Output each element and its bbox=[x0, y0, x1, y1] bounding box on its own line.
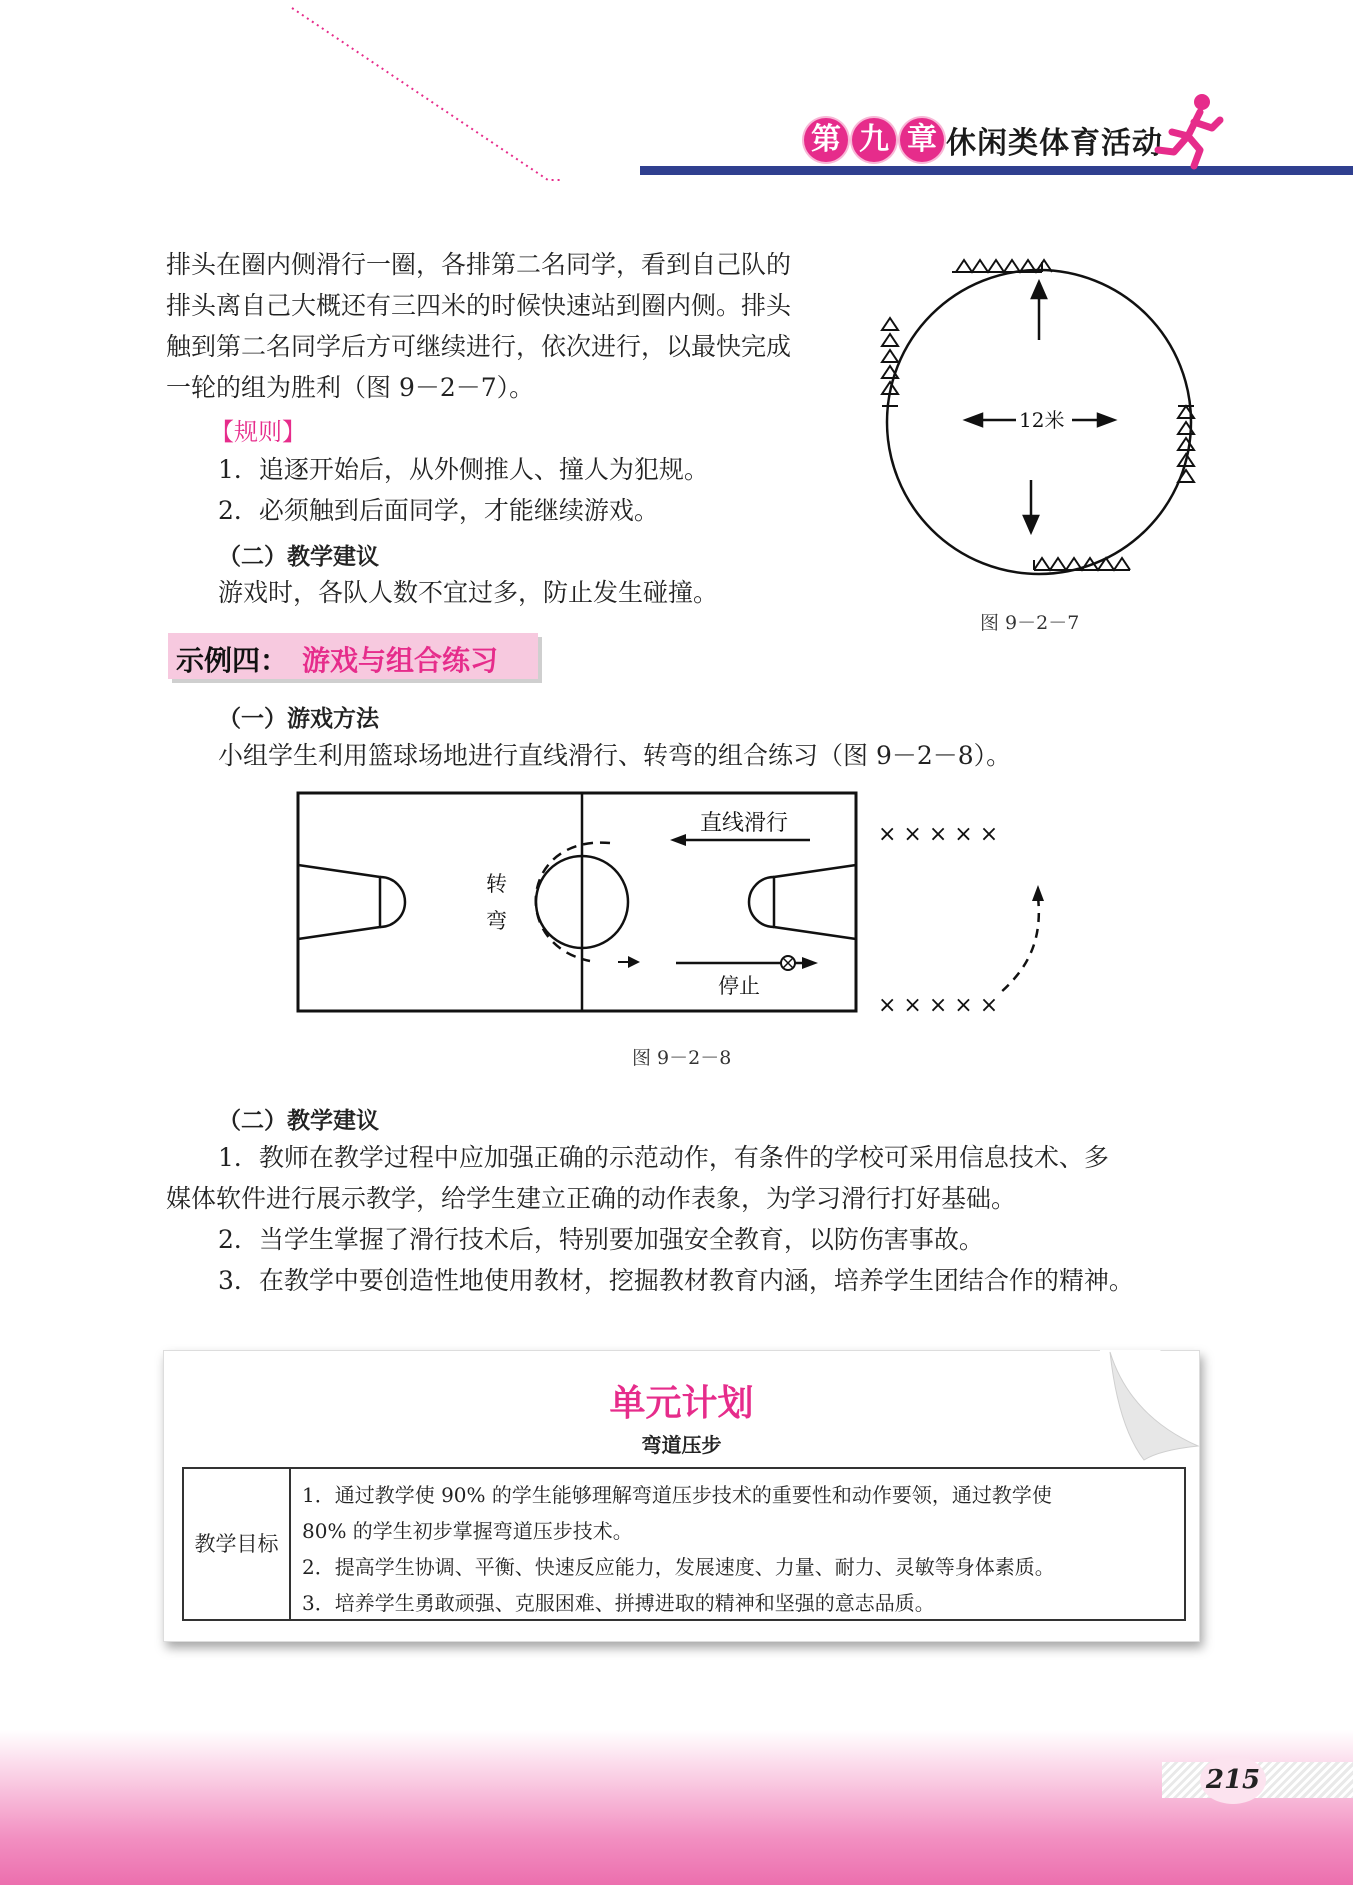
figure1-caption: 图 9－2－7 bbox=[980, 612, 1080, 634]
unit-plan-line-3: 2．提高学生协调、平衡、快速反应能力，发展速度、力量、耐力、灵敏等身体素质。 bbox=[302, 1555, 1055, 1579]
chapter-badge-1: 第 bbox=[804, 118, 848, 162]
student-marks-bottom: × × × × × bbox=[878, 993, 999, 1018]
rule-item-2: 2．必须触到后面同学，才能继续游戏。 bbox=[218, 496, 659, 525]
turn-label-2: 弯 bbox=[486, 909, 507, 933]
unit-plan-table bbox=[182, 1467, 1186, 1621]
rule-item-1: 1．追逐开始后，从外侧推人、撞人为犯规。 bbox=[218, 455, 709, 484]
intro-line-1: 排头在圈内侧滑行一圈，各排第二名同学，看到自己队的 bbox=[166, 250, 792, 279]
page-curl-corner bbox=[1100, 1346, 1210, 1466]
figure-court bbox=[290, 785, 1050, 1020]
intro-line-2: 排头离自己大概还有三四米的时候快速站到圈内侧。排头 bbox=[166, 291, 792, 320]
advice2-heading: （二）教学建议 bbox=[218, 1108, 379, 1134]
straight-glide-label: 直线滑行 bbox=[700, 811, 789, 836]
direction-arrows bbox=[966, 282, 1114, 532]
example4-banner bbox=[168, 633, 538, 679]
chapter-badge-3: 章 bbox=[900, 118, 944, 162]
method-text: 小组学生利用篮球场地进行直线滑行、转弯的组合练习（图 9－2－8）。 bbox=[218, 741, 1012, 770]
intro-line-4: 一轮的组为胜利（图 9－2－7）。 bbox=[166, 373, 535, 402]
unit-plan-line-4: 3．培养学生勇敢顽强、克服困难、拼搏进取的精神和坚强的意志品质。 bbox=[302, 1591, 935, 1615]
decorative-dotted-line bbox=[0, 0, 560, 185]
turn-label-1: 转 bbox=[486, 872, 507, 896]
method-heading: （一）游戏方法 bbox=[218, 706, 379, 732]
unit-plan-subtitle: 弯道压步 bbox=[641, 1433, 722, 1457]
unit-plan-line-2: 80% 的学生初步掌握弯道压步技术。 bbox=[302, 1519, 633, 1543]
page-number: 215 bbox=[1200, 1756, 1266, 1804]
unit-plan-title: 单元计划 bbox=[609, 1383, 754, 1424]
bottom-group-markers bbox=[1034, 558, 1130, 570]
runner-icon bbox=[1150, 92, 1230, 172]
unit-plan-box bbox=[163, 1350, 1200, 1642]
advice1-heading: （二）教学建议 bbox=[218, 544, 379, 570]
unit-plan-line-1: 1．通过教学使 90% 的学生能够理解弯道压步技术的重要性和动作要领，通过教学使 bbox=[302, 1483, 1052, 1507]
figure-circle-track bbox=[876, 250, 1206, 580]
advice2-item2: 2．当学生掌握了滑行技术后，特别要加强安全教育，以防伤害事故。 bbox=[218, 1225, 984, 1254]
chapter-badge-2: 九 bbox=[852, 118, 896, 162]
figure2-caption: 图 9－2－8 bbox=[632, 1047, 732, 1069]
right-group-markers bbox=[1178, 406, 1194, 482]
rules-tag: 【规则】 bbox=[210, 418, 306, 446]
advice2-item3: 3．在教学中要创造性地使用教材，挖掘教材教育内涵，培养学生团结合作的精神。 bbox=[218, 1266, 1134, 1295]
top-group-markers bbox=[952, 260, 1052, 272]
student-marks-top: × × × × × bbox=[878, 822, 999, 847]
advice2-item1-line2: 媒体软件进行展示教学，给学生建立正确的动作表象，为学习滑行打好基础。 bbox=[166, 1184, 1017, 1213]
unit-plan-row-head: 教学目标 bbox=[184, 1469, 291, 1619]
header-bar bbox=[640, 166, 1353, 175]
chapter-title: 休闲类体育活动 bbox=[946, 126, 1163, 161]
example4-title: 游戏与组合练习 bbox=[302, 644, 499, 677]
footer-band bbox=[0, 1730, 1353, 1885]
circle-diameter-label: 12米 bbox=[1019, 408, 1065, 432]
advice2-item1-line1: 1．教师在教学过程中应加强正确的示范动作，有条件的学校可采用信息技术、多 bbox=[218, 1143, 1109, 1172]
stop-label: 停止 bbox=[718, 974, 760, 998]
example4-keyword: 示例四： bbox=[176, 644, 289, 677]
intro-line-3: 触到第二名同学后方可继续进行，依次进行，以最快完成 bbox=[166, 332, 792, 361]
advice1-text: 游戏时，各队人数不宜过多，防止发生碰撞。 bbox=[218, 578, 719, 607]
